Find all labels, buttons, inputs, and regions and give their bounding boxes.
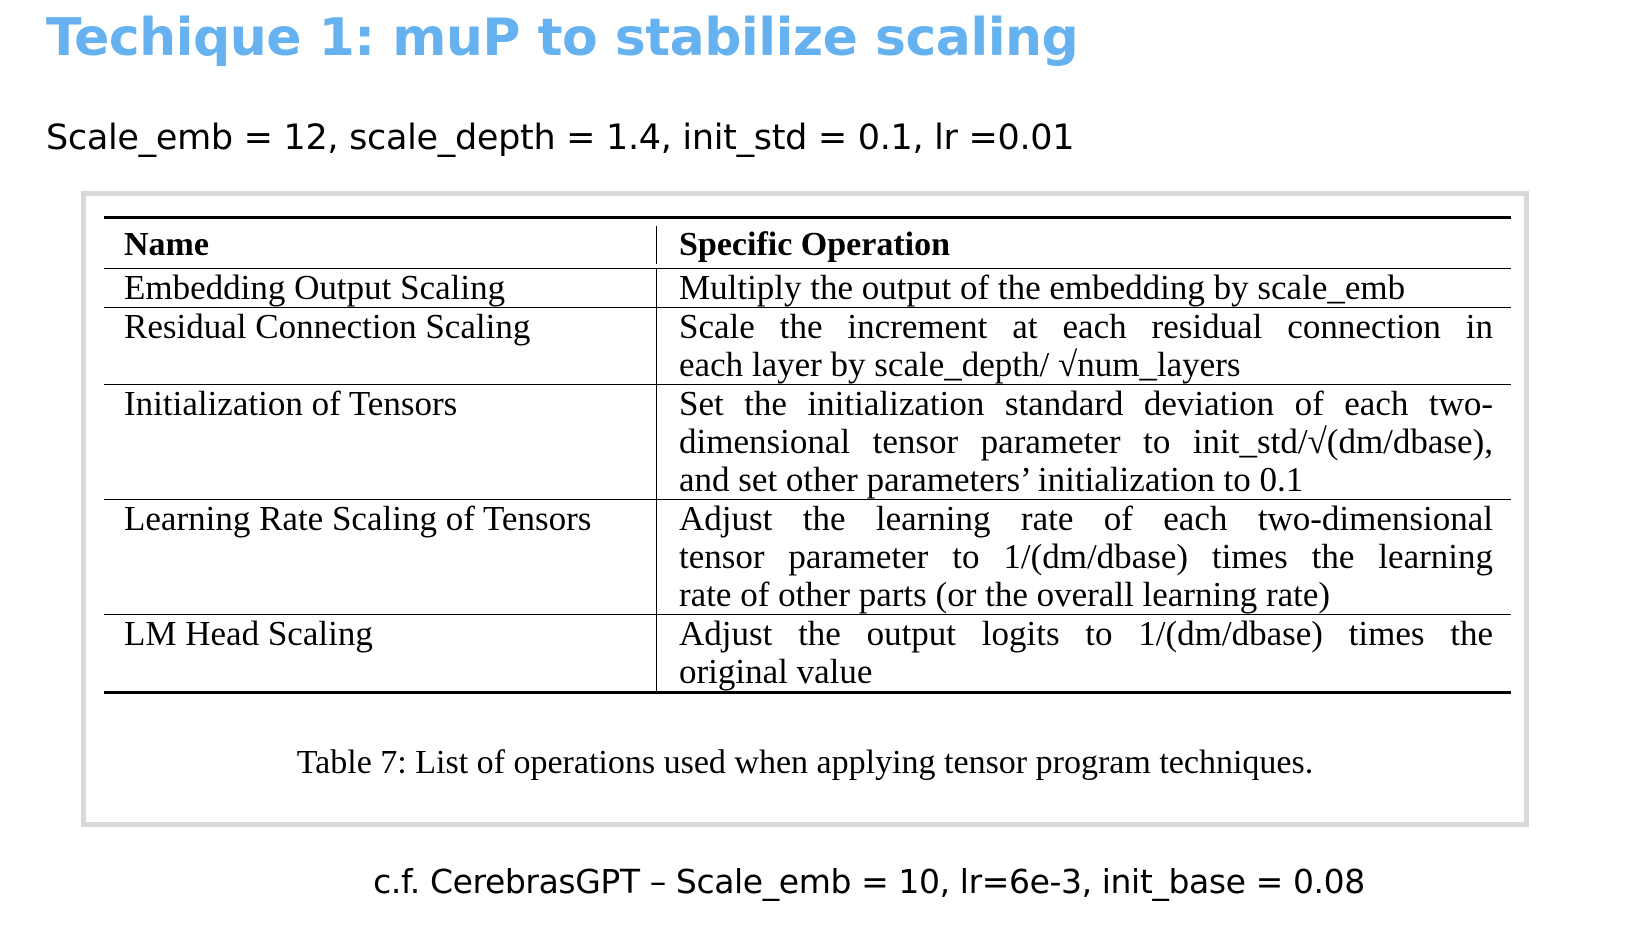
row-operation	[657, 385, 1511, 499]
operation-line: Multiply the output of the embedding by scale_emb	[679, 268, 1406, 307]
table-row	[104, 307, 1511, 384]
table-bottom-rule	[104, 691, 1511, 694]
row-name: LM Head Scaling	[104, 615, 657, 691]
operation-line: tensor parameter to 1/(dm/dbase) times the learning	[679, 537, 1493, 576]
header-name: Name	[104, 226, 657, 264]
operation-line: Adjust the output logits to 1/(dm/dbase) times the	[679, 614, 1493, 653]
row-name: Embedding Output Scaling	[104, 269, 657, 307]
row-operation	[657, 269, 1511, 307]
table-row	[104, 384, 1511, 499]
operation-line: rate of other parts (or the overall learning rate)	[679, 575, 1331, 614]
header-operation: Specific Operation	[679, 226, 951, 263]
row-name: Residual Connection Scaling	[104, 308, 657, 384]
operation-line: each layer by scale_depth/ √num_layers	[679, 345, 1241, 384]
slide-title: Techique 1: muP to stabilize scaling	[46, 8, 1079, 68]
table-row	[104, 269, 1511, 307]
table-caption: Table 7: List of operations used when applying tensor program techniques.	[296, 744, 1314, 781]
table-header-row	[104, 219, 1511, 269]
operation-line: dimensional tensor parameter to init_std/√(dm/dbase),	[679, 422, 1493, 461]
row-name: Initialization of Tensors	[104, 385, 657, 499]
row-operation	[657, 500, 1511, 614]
table-figure	[81, 191, 1529, 827]
table-row	[104, 614, 1511, 691]
row-operation	[657, 615, 1511, 691]
cerebras-note-text: c.f. CerebrasGPT – Scale_emb = 10, lr=6e-3, init_base = 0.08	[373, 862, 1365, 901]
operations-table	[104, 216, 1511, 694]
operation-line: Adjust the learning rate of each two-dimensional	[679, 499, 1493, 538]
operation-line: original value	[679, 652, 873, 691]
cerebras-note	[0, 862, 1648, 901]
operation-line: Set the initialization standard deviation of each two-	[679, 384, 1493, 423]
table-row	[104, 499, 1511, 614]
operation-line: and set other parameters’ initialization to 0.1	[679, 460, 1304, 499]
hyperparameters-line: Scale_emb = 12, scale_depth = 1.4, init_std = 0.1, lr =0.01	[46, 118, 1075, 158]
row-operation	[657, 308, 1511, 384]
row-name: Learning Rate Scaling of Tensors	[104, 500, 657, 614]
operation-line: Scale the increment at each residual connection in	[679, 307, 1493, 346]
